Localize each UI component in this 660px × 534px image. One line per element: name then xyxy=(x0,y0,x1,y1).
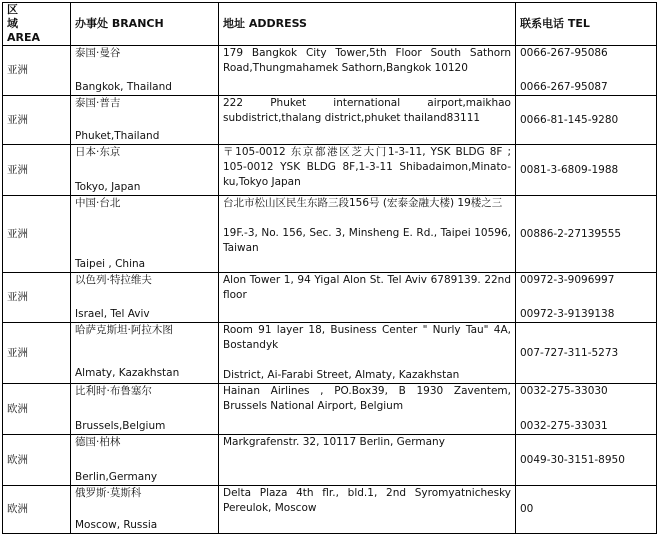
address-cell xyxy=(219,96,516,145)
address-text: Hainan Airlines , PO.Box39, B 1930 Zaventem, Brussels National Airport, Belgium xyxy=(223,385,511,412)
address-cell xyxy=(219,323,516,384)
branch-cell xyxy=(71,486,219,534)
area-cell: 亚洲 xyxy=(3,145,71,196)
area-cell: 欧洲 xyxy=(3,435,71,486)
tel-number: 0066-267-95087 xyxy=(520,81,608,93)
header-branch: 办事处 BRANCH xyxy=(71,3,219,46)
branch-stack xyxy=(75,486,214,533)
area-cell: 亚洲 xyxy=(3,196,71,273)
table-row xyxy=(3,323,657,384)
branch-name-zh: 比利时·布鲁塞尔 xyxy=(75,385,152,397)
tel-number: 0032-275-33030 xyxy=(520,385,608,397)
branch-name-zh: 泰国·曼谷 xyxy=(75,47,121,59)
branch-name-en: Brussels,Belgium xyxy=(75,420,166,432)
table-row xyxy=(3,384,657,435)
tel-number: 0066-267-95086 xyxy=(520,47,608,59)
branch-stack xyxy=(75,196,214,272)
address-gap xyxy=(223,211,511,226)
branch-stack xyxy=(75,323,214,381)
tel-number: 0032-275-33031 xyxy=(520,420,608,432)
branch-name-en: Berlin,Germany xyxy=(75,471,158,483)
tel-number: 00 xyxy=(520,503,534,515)
area-cell: 亚洲 xyxy=(3,96,71,145)
tel-cell xyxy=(516,196,657,273)
tel-stack xyxy=(520,273,652,322)
address-text: Room 91 layer 18, Business Center " Nurly Tau" 4A, Bostandyk xyxy=(223,324,511,351)
branch-cell xyxy=(71,323,219,384)
branch-cell xyxy=(71,273,219,323)
address-text: Alon Tower 1, 94 Yigal Alon St. Tel Aviv 6789139. 22nd floor xyxy=(223,274,511,301)
branch-name-en: Almaty, Kazakhstan xyxy=(75,367,180,379)
table-row xyxy=(3,486,657,534)
tel-number: 00972-3-9139138 xyxy=(520,308,615,320)
address-cell xyxy=(219,196,516,273)
tel-cell xyxy=(516,323,657,384)
branch-cell xyxy=(71,46,219,96)
branch-name-en: Moscow, Russia xyxy=(75,519,158,531)
address-text: 179 Bangkok City Tower,5th Floor South Sathorn Road,Thungmahamek Sathorn,Bangkok 10120 xyxy=(223,47,511,74)
address-cell xyxy=(219,486,516,534)
header-row xyxy=(3,3,657,46)
table-row xyxy=(3,273,657,323)
branch-name-zh: 俄罗斯·莫斯科 xyxy=(75,487,142,499)
tel-number: 0081-3-6809-1988 xyxy=(520,163,619,176)
table-row xyxy=(3,435,657,486)
address-text: 〒105-0012 东京都港区芝大门1-3-11, YSK BLDG 8F ; 105-0012 YSK BLDG 8F,1-3-11 Shibadaimon,Minato-ku,Tokyo Japan xyxy=(223,146,511,188)
address-text: 19F.-3, No. 156, Sec. 3, Minsheng E. Rd., Taipei 10596, Taiwan xyxy=(223,227,511,254)
branch-name-zh: 哈萨克斯坦·阿拉木图 xyxy=(75,324,173,336)
area-cell: 亚洲 xyxy=(3,46,71,96)
branch-cell xyxy=(71,145,219,196)
branch-name-zh: 泰国·普吉 xyxy=(75,97,121,109)
address-cell xyxy=(219,384,516,435)
branch-stack xyxy=(75,384,214,434)
address-gap xyxy=(223,353,511,368)
table-row xyxy=(3,46,657,96)
address-cell xyxy=(219,145,516,196)
area-cell: 欧洲 xyxy=(3,384,71,435)
header-area-en: AREA xyxy=(7,31,41,44)
area-cell: 欧洲 xyxy=(3,486,71,534)
table-row xyxy=(3,145,657,196)
tel-cell xyxy=(516,273,657,323)
branch-cell xyxy=(71,435,219,486)
tel-number: 007-727-311-5273 xyxy=(520,346,619,359)
header-tel: 联系电话 TEL xyxy=(516,3,657,46)
table-row xyxy=(3,96,657,145)
branch-name-en: Bangkok, Thailand xyxy=(75,81,172,93)
branch-name-zh: 中国·台北 xyxy=(75,197,121,209)
branch-name-en: Taipei , China xyxy=(75,258,146,270)
address-cell xyxy=(219,273,516,323)
branch-stack xyxy=(75,435,214,485)
branch-stack xyxy=(75,145,214,195)
branch-name-zh: 日本·东京 xyxy=(75,146,121,158)
address-text: 222 Phuket international airport,maikhao subdistrict,thalang district,phuket thailand83111 xyxy=(223,97,511,124)
tel-number: 0049-30-3151-8950 xyxy=(520,453,625,466)
branch-name-en: Tokyo, Japan xyxy=(75,181,141,193)
tel-cell xyxy=(516,145,657,196)
tel-number: 00886-2-27139555 xyxy=(520,227,622,240)
branch-name-en: Phuket,Thailand xyxy=(75,130,160,142)
header-area-zh: 区 域 xyxy=(7,3,36,30)
tel-cell xyxy=(516,486,657,534)
table-body xyxy=(3,46,657,534)
branch-stack xyxy=(75,96,214,144)
tel-cell xyxy=(516,96,657,145)
branch-table xyxy=(2,2,657,534)
tel-stack xyxy=(520,46,652,95)
tel-number: 0066-81-145-9280 xyxy=(520,113,619,126)
branch-stack xyxy=(75,46,214,95)
address-text: District, Ai-Farabi Street, Almaty, Kazakhstan xyxy=(223,369,460,381)
branch-name-zh: 德国·柏林 xyxy=(75,436,121,448)
address-cell xyxy=(219,435,516,486)
branch-cell xyxy=(71,196,219,273)
branch-stack xyxy=(75,273,214,322)
area-cell: 亚洲 xyxy=(3,323,71,384)
tel-cell xyxy=(516,384,657,435)
area-cell: 亚洲 xyxy=(3,273,71,323)
tel-stack xyxy=(520,384,652,434)
header-address: 地址 ADDRESS xyxy=(219,3,516,46)
address-cell xyxy=(219,46,516,96)
tel-cell xyxy=(516,46,657,96)
branch-name-en: Israel, Tel Aviv xyxy=(75,308,150,320)
branch-name-zh: 以色列·特拉维夫 xyxy=(75,274,152,286)
table-row xyxy=(3,196,657,273)
address-text: 台北市松山区民生东路三段156号 (宏泰金融大楼) 19楼之三 xyxy=(223,197,503,209)
address-text: Markgrafenstr. 32, 10117 Berlin, Germany xyxy=(223,436,445,448)
address-text: Delta Plaza 4th flr., bld.1, 2nd Syromyatnichesky Pereulok, Moscow xyxy=(223,487,511,514)
branch-cell xyxy=(71,384,219,435)
tel-cell xyxy=(516,435,657,486)
tel-number: 00972-3-9096997 xyxy=(520,274,615,286)
header-area xyxy=(3,3,71,46)
branch-cell xyxy=(71,96,219,145)
